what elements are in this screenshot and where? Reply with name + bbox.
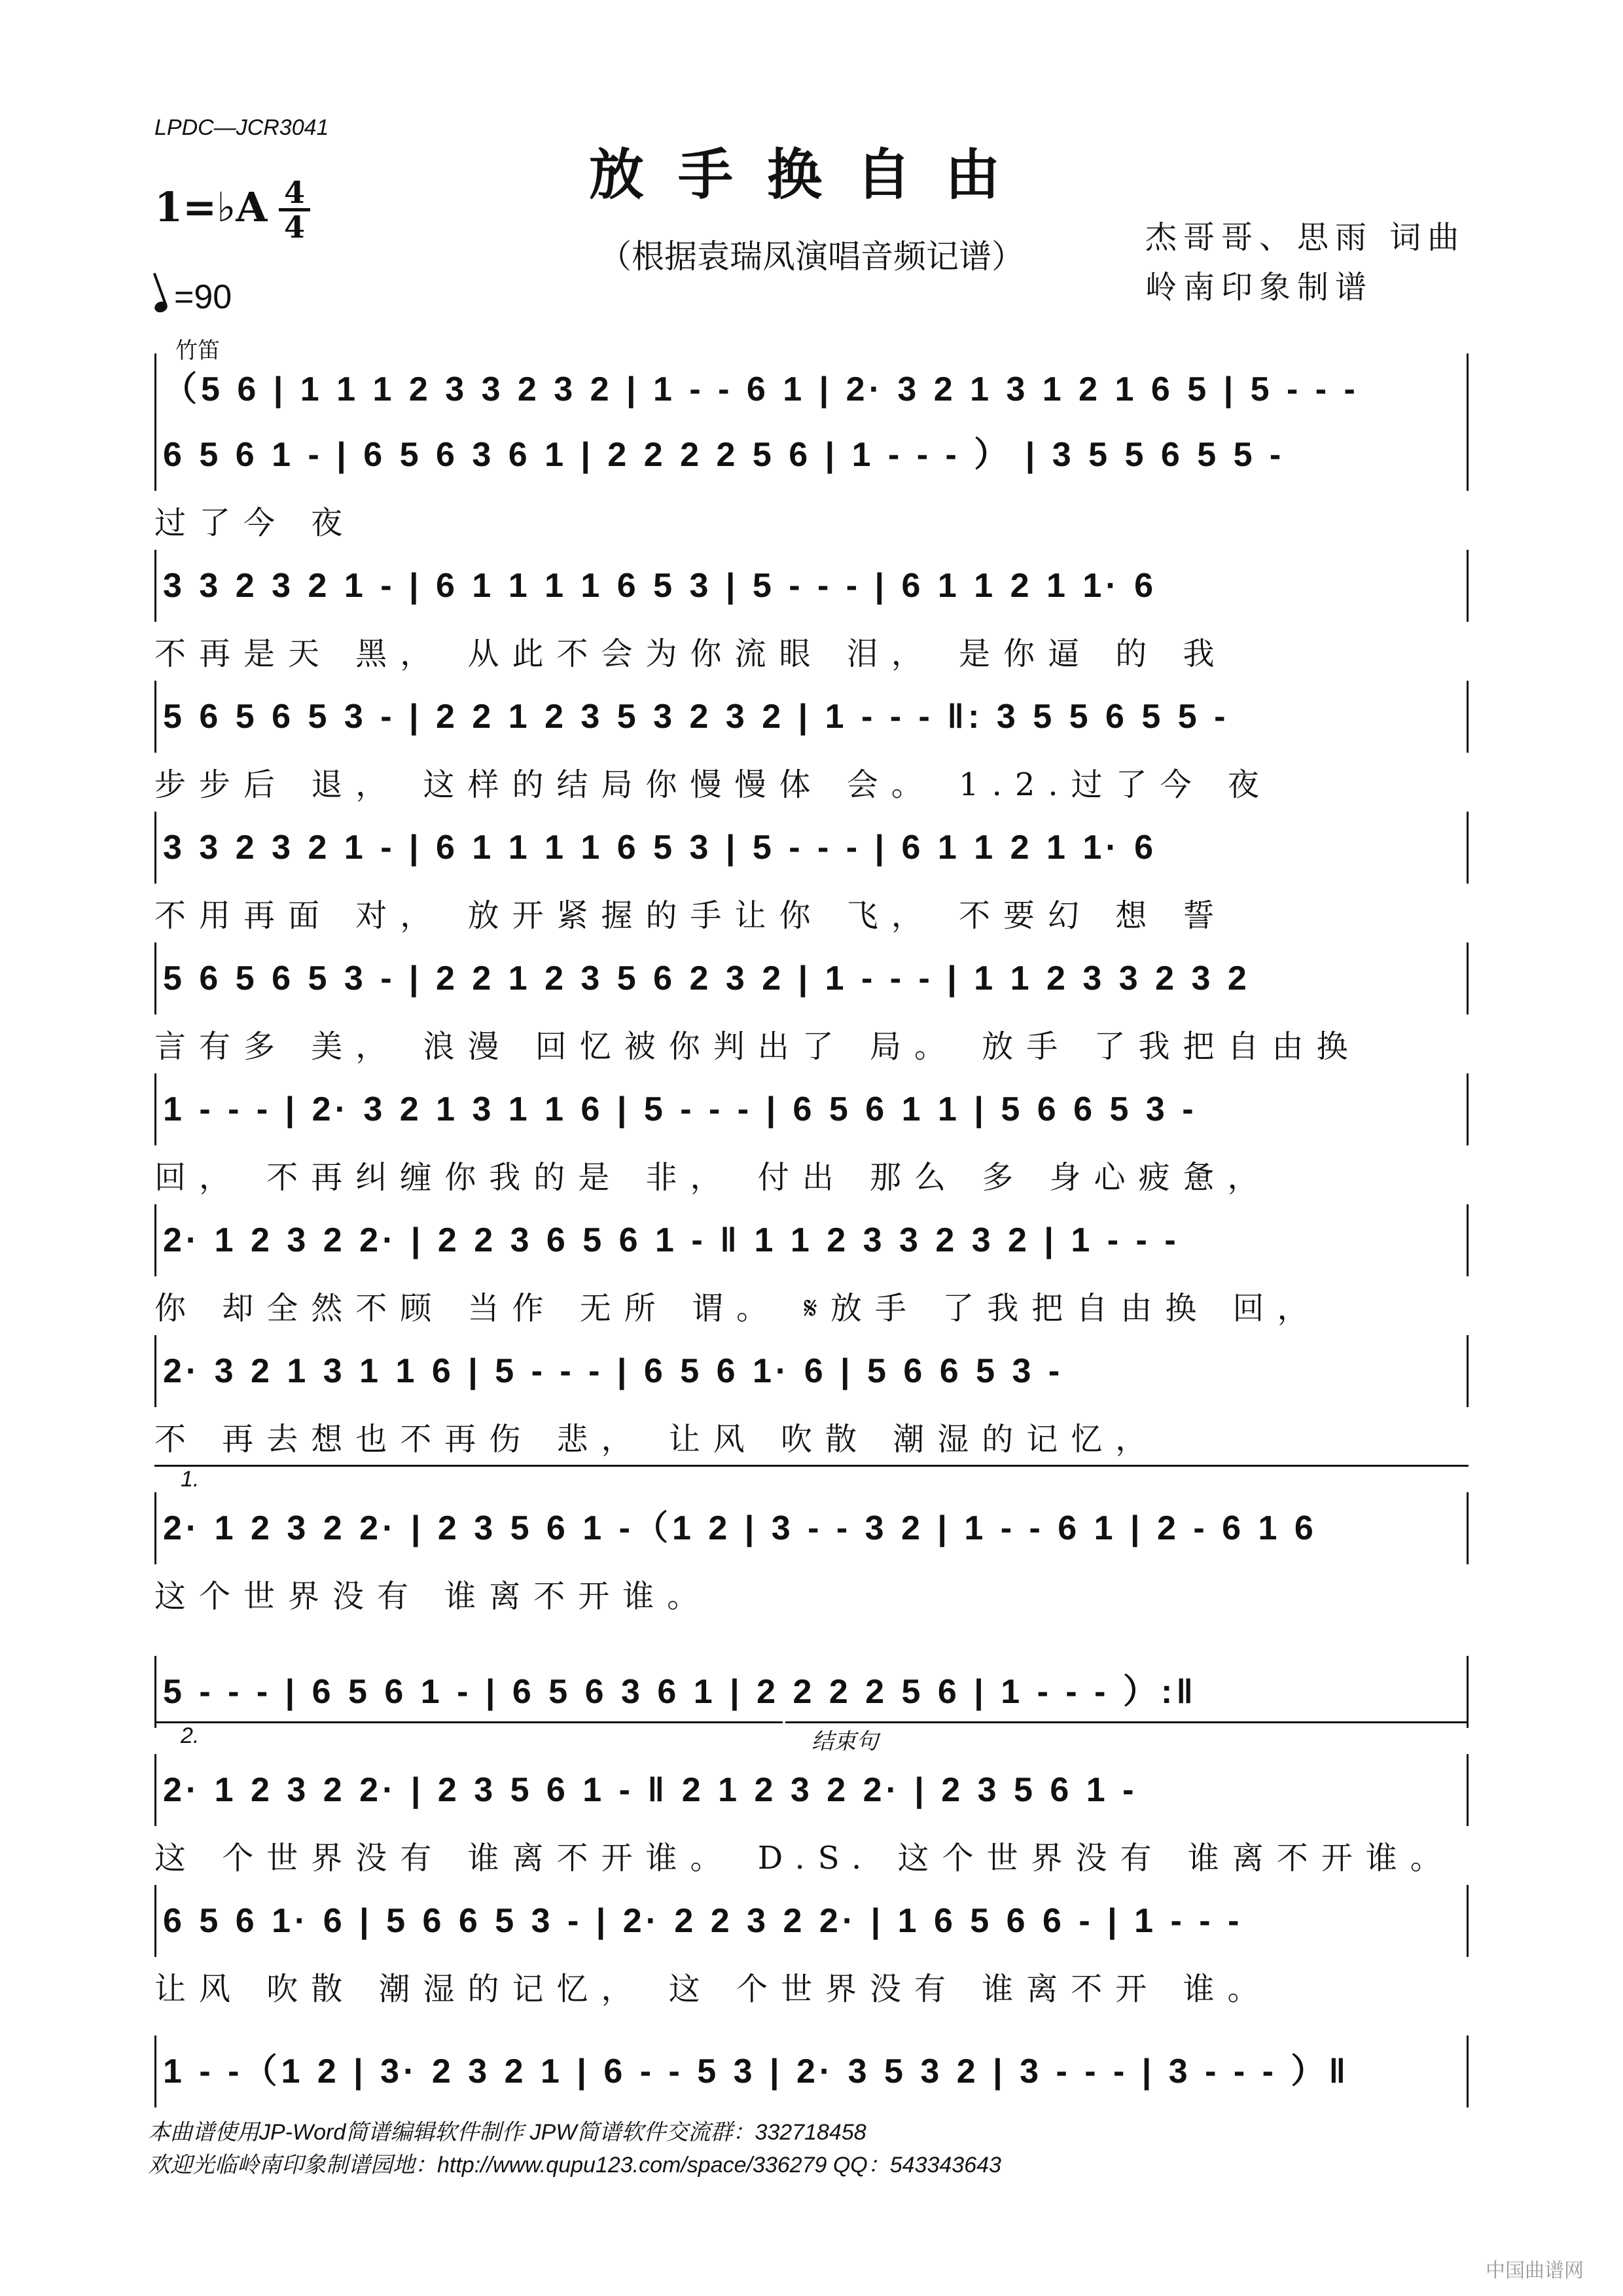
lyric-line: 这 个世界没有 谁离不开谁。 D.S. 这个世界没有 谁离不开谁。 [154, 1840, 1455, 1876]
score-code: LPDC—JCR3041 [154, 115, 329, 140]
score-system: 5 6 5 6 5 3 - | 2 2 1 2 3 5 6 2 3 2 | 1 - - - | 1 1 2 3 3 2 3 2 [154, 942, 1469, 1014]
footer-line-2: 欢迎光临岭南印象制谱园地：http://www.qupu123.com/space/336279 QQ：543343643 [148, 2153, 1001, 2178]
lyric-line: 不用再面 对， 放开紧握的手让你 飞， 不要幻 想 誓 [154, 897, 1228, 934]
volta-second: 2. [154, 1721, 783, 1743]
lyric-line: 你 却全然不顾 当作 无所 谓。 𝄋放手 了我把自由换 回， [154, 1290, 1322, 1327]
song-title: 放手换自由 [588, 142, 1034, 207]
score-system: 2· 3 2 1 3 1 1 6 | 5 - - - | 6 5 6 1· 6 | 5 6 6 5 3 - [154, 1335, 1469, 1407]
tempo-marking: =90 [154, 278, 232, 317]
score-system: 2· 1 2 3 2 2· | 2 2 3 6 5 6 1 - ‖ 1 1 2 3 3 2 3 2 | 1 - - - [154, 1204, 1469, 1276]
score-system: 6 5 6 1· 6 | 5 6 6 5 3 - | 2· 2 2 3 2 2· | 1 6 5 6 6 - | 1 - - - [154, 1885, 1469, 1957]
volta-first: 1. [154, 1465, 1469, 1486]
quarter-note-icon [153, 300, 169, 314]
credit-lyrics-music: 杰哥哥、思雨 词曲 [1145, 219, 1466, 256]
score-system: 3 3 2 3 2 1 - | 6 1 1 1 1 6 5 3 | 5 - - - | 6 1 1 2 1 1· 6 [154, 812, 1469, 884]
footer-line-1: 本曲谱使用JP-Word简谱编辑软件制作 JPW简谱软件交流群：332718458 [148, 2120, 866, 2145]
watermark-logo: 中国曲谱网 [1486, 2259, 1584, 2282]
lyric-line: 言有多 美， 浪漫 回忆被你判出了 局。 放手 了我把自由换 [154, 1028, 1361, 1065]
instrument-label: 竹笛 [175, 338, 220, 364]
lyric-line: 不 再去想也不再伤 悲， 让风 吹散 潮湿的记忆， [154, 1421, 1160, 1458]
score-system: 3 3 2 3 2 1 - | 6 1 1 1 1 6 5 3 | 5 - - - | 6 1 1 2 1 1· 6 [154, 550, 1469, 622]
lyric-line: 不再是天 黑， 从此不会为你流眼 泪， 是你逼 的 我 [154, 636, 1228, 672]
lyric-line: 回， 不再纠缠你我的是 非， 付出 那么 多 身心疲惫， [154, 1159, 1272, 1196]
score-system: 5 6 5 6 5 3 - | 2 2 1 2 3 5 3 2 3 2 | 1 - - - ‖: 3 5 5 6 5 5 - [154, 681, 1469, 753]
key-signature: 1=♭A [154, 183, 268, 231]
score-system: 1 - - - | 2· 3 2 1 3 1 1 6 | 5 - - - | 6 5 6 1 1 | 5 6 6 5 3 - [154, 1073, 1469, 1145]
lyric-line: 让风 吹散 潮湿的记忆， 这 个世界没有 谁离不开 谁。 [154, 1971, 1272, 2007]
score-system: （5 6 | 1 1 1 2 3 3 2 3 2 | 1 - - 6 1 | 2· 3 2 1 3 1 2 1 6 5 | 5 - - - [154, 353, 1469, 425]
time-bottom: 4 [283, 209, 305, 245]
credit-transcriber: 岭南印象制谱 [1145, 269, 1374, 306]
score-system: 2· 1 2 3 2 2· | 2 3 5 6 1 - ‖ 2 1 2 3 2 2· | 2 3 5 6 1 - [154, 1754, 1469, 1826]
score-system: 6 5 6 1 - | 6 5 6 3 6 1 | 2 2 2 2 5 6 | 1 - - - ） | 3 5 5 6 5 5 - [154, 419, 1469, 491]
subtitle: （根据袁瑞凤演唱音频记谱） [599, 238, 1024, 276]
lyric-line: 过了今 夜 [154, 505, 356, 541]
lyric-line: 这个世界没有 谁离不开谁。 [154, 1578, 712, 1615]
time-top: 4 [283, 175, 305, 210]
score-system: 2· 1 2 3 2 2· | 2 3 5 6 1 -（1 2 | 3 - - 3 2 | 1 - - 6 1 | 2 - 6 1 6 [154, 1492, 1469, 1564]
score-system: 1 - -（1 2 | 3· 2 3 2 1 | 6 - - 5 3 | 2· 3 5 3 2 | 3 - - - | 3 - - - ）‖ [154, 2036, 1469, 2108]
score-system: 5 - - - | 6 5 6 1 - | 6 5 6 3 6 1 | 2 2 2 2 5 6 | 1 - - - ）:‖ [154, 1656, 1469, 1728]
lyric-line: 步步后 退， 这样的结局你慢慢体 会。 1.2.过了今 夜 [154, 766, 1272, 803]
volta-ending: 结束句 [785, 1721, 1469, 1743]
